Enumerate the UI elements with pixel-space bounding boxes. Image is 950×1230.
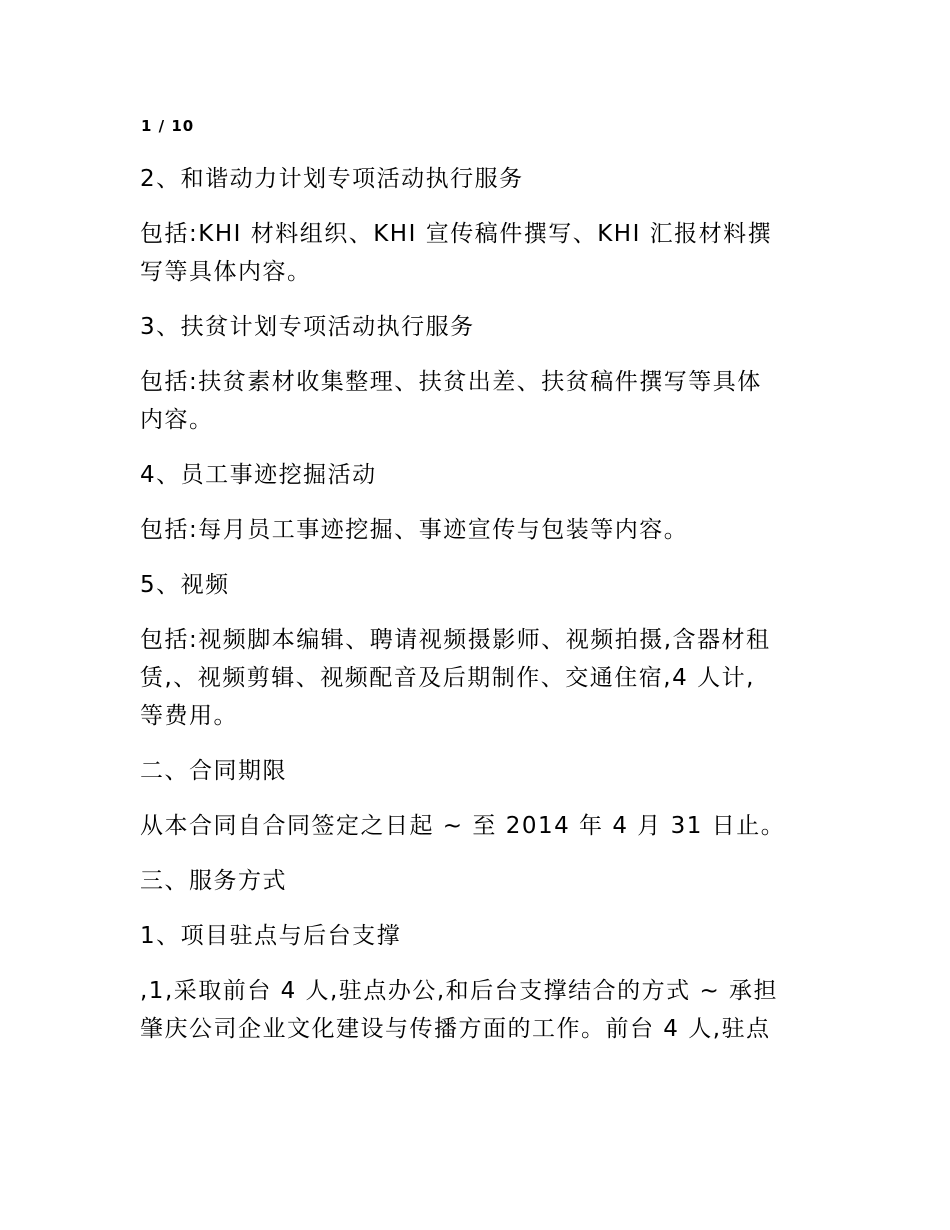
paragraph	[140, 807, 820, 845]
text-line: 二、合同期限	[140, 758, 287, 784]
paragraph	[140, 511, 820, 549]
text-line: 3、扶贫计划专项活动执行服务	[140, 314, 475, 340]
section-heading	[140, 160, 820, 198]
paragraph	[140, 363, 820, 439]
section-heading	[140, 917, 820, 955]
text-line: 包括:每月员工事迹挖掘、事迹宣传与包装等内容。	[140, 517, 689, 543]
text-line: 包括:视频脚本编辑、聘请视频摄影师、视频拍摄,含器材租	[140, 627, 771, 653]
text-line: 1、项目驻点与后台支撑	[140, 923, 402, 949]
text-line: ,1,采取前台 4 人,驻点办公,和后台支撑结合的方式 ~ 承担	[140, 978, 779, 1004]
section-heading	[140, 308, 820, 346]
text-line: 写等具体内容。	[140, 259, 312, 285]
document-body	[140, 160, 820, 1065]
section-heading	[140, 456, 820, 494]
section-heading	[140, 566, 820, 604]
text-line: 赁,、视频剪辑、视频配音及后期制作、交通住宿,4 人计,	[140, 665, 755, 691]
text-line: 肇庆公司企业文化建设与传播方面的工作。前台 4 人,驻点	[140, 1016, 771, 1042]
text-line: 从本合同自合同签定之日起 ~ 至 2014 年 4 月 31 日止。	[140, 813, 786, 839]
section-heading	[140, 862, 820, 900]
paragraph	[140, 215, 820, 291]
text-line: 包括:扶贫素材收集整理、扶贫出差、扶贫稿件撰写等具体	[140, 369, 762, 395]
text-line: 内容。	[140, 407, 214, 433]
text-line: 包括:KHI 材料组织、KHI 宣传稿件撰写、KHI 汇报材料撰	[140, 221, 773, 247]
page-number: 1 / 10	[141, 117, 195, 135]
text-line: 4、员工事迹挖掘活动	[140, 462, 377, 488]
text-line: 5、视频	[140, 572, 230, 598]
text-line: 等费用。	[140, 703, 238, 729]
paragraph	[140, 972, 820, 1048]
text-line: 三、服务方式	[140, 868, 287, 894]
section-heading	[140, 752, 820, 790]
text-line: 2、和谐动力计划专项活动执行服务	[140, 166, 524, 192]
paragraph	[140, 621, 820, 735]
